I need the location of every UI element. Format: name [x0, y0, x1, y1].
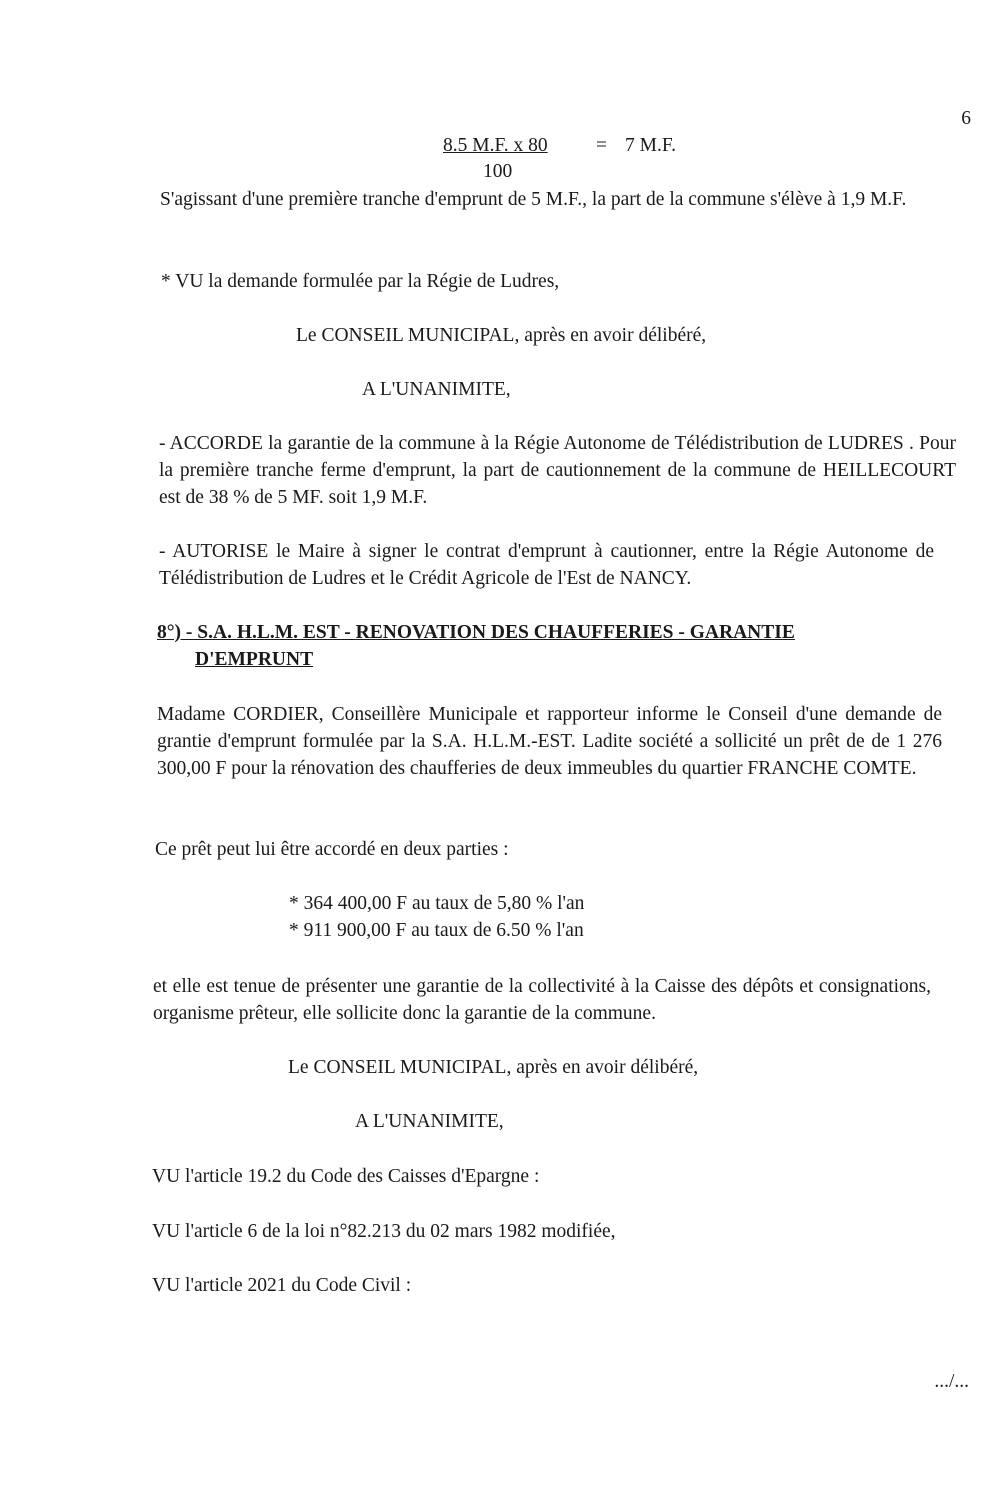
vu-demande: * VU la demande formulée par la Régie de Ludres, [161, 271, 560, 292]
cordier-paragraph: Madame CORDIER, Conseillère Municipale et rapporteur informe le Conseil d'une demande de grantie d'emprunt formulée par la S.A. H.L.M.-EST. Ladite société a sollicité un prêt de de 1 276 300,00 F pour la rénovation des chaufferies de deux immeubles du quartier FRANCHE COMTE. [157, 704, 942, 779]
accorde-paragraph: - ACCORDE la garantie de la commune à la Régie Autonome de Télédistribution de LUDRES . Pour la première tranche ferme d'emprunt, la part de cautionnement de la commune de HEILLECOURT est de 38 % de 5 MF. soit 1,9 M.F. [159, 433, 956, 508]
vu-item: VU l'article 19.2 du Code des Caisses d'Epargne : [152, 1166, 540, 1187]
unanimite-1: A L'UNANIMITE, [362, 379, 511, 400]
vu-item: VU l'article 2021 du Code Civil : [152, 1275, 412, 1296]
conseil-municipal-2: Le CONSEIL MUNICIPAL, après en avoir délibéré, [288, 1057, 699, 1078]
formula-equals: = [596, 135, 607, 156]
formula-numerator: 8.5 M.F. x 80 [443, 135, 548, 156]
loan-part-1: * 364 400,00 F au taux de 5,80 % l'an [289, 893, 585, 914]
section-heading-line2: D'EMPRUNT [195, 649, 314, 670]
continuation-mark: .../... [934, 1371, 969, 1392]
autorise-paragraph: - AUTORISE le Maire à signer le contrat d'emprunt à cautionner, entre la Régie Autonome de Télédistribution de Ludres et le Crédit Agricole de l'Est de NANCY. [159, 541, 934, 589]
conseil-municipal-1: Le CONSEIL MUNICIPAL, après en avoir délibéré, [296, 325, 707, 346]
loan-part-2: * 911 900,00 F au taux de 6.50 % l'an [289, 920, 584, 941]
formula-denominator: 100 [483, 161, 513, 182]
page-number: 6 [961, 108, 971, 129]
paragraph-tranche: S'agissant d'une première tranche d'emprunt de 5 M.F., la part de la commune s'élève à 1,9 M.F. [160, 189, 907, 210]
vu-item: VU l'article 6 de la loi n°82.213 du 02 mars 1982 modifiée, [152, 1221, 616, 1242]
pret-intro: Ce prêt peut lui être accordé en deux parties : [155, 839, 509, 860]
unanimite-2: A L'UNANIMITE, [355, 1111, 504, 1132]
formula-result: 7 M.F. [625, 135, 676, 156]
section-heading-line1: 8°) - S.A. H.L.M. EST - RENOVATION DES CHAUFFERIES - GARANTIE [157, 622, 795, 643]
garantie-paragraph: et elle est tenue de présenter une garantie de la collectivité à la Caisse des dépôts et consignations, organisme prêteur, elle sollicite donc la garantie de la commune. [153, 976, 931, 1024]
section-heading [157, 619, 947, 673]
